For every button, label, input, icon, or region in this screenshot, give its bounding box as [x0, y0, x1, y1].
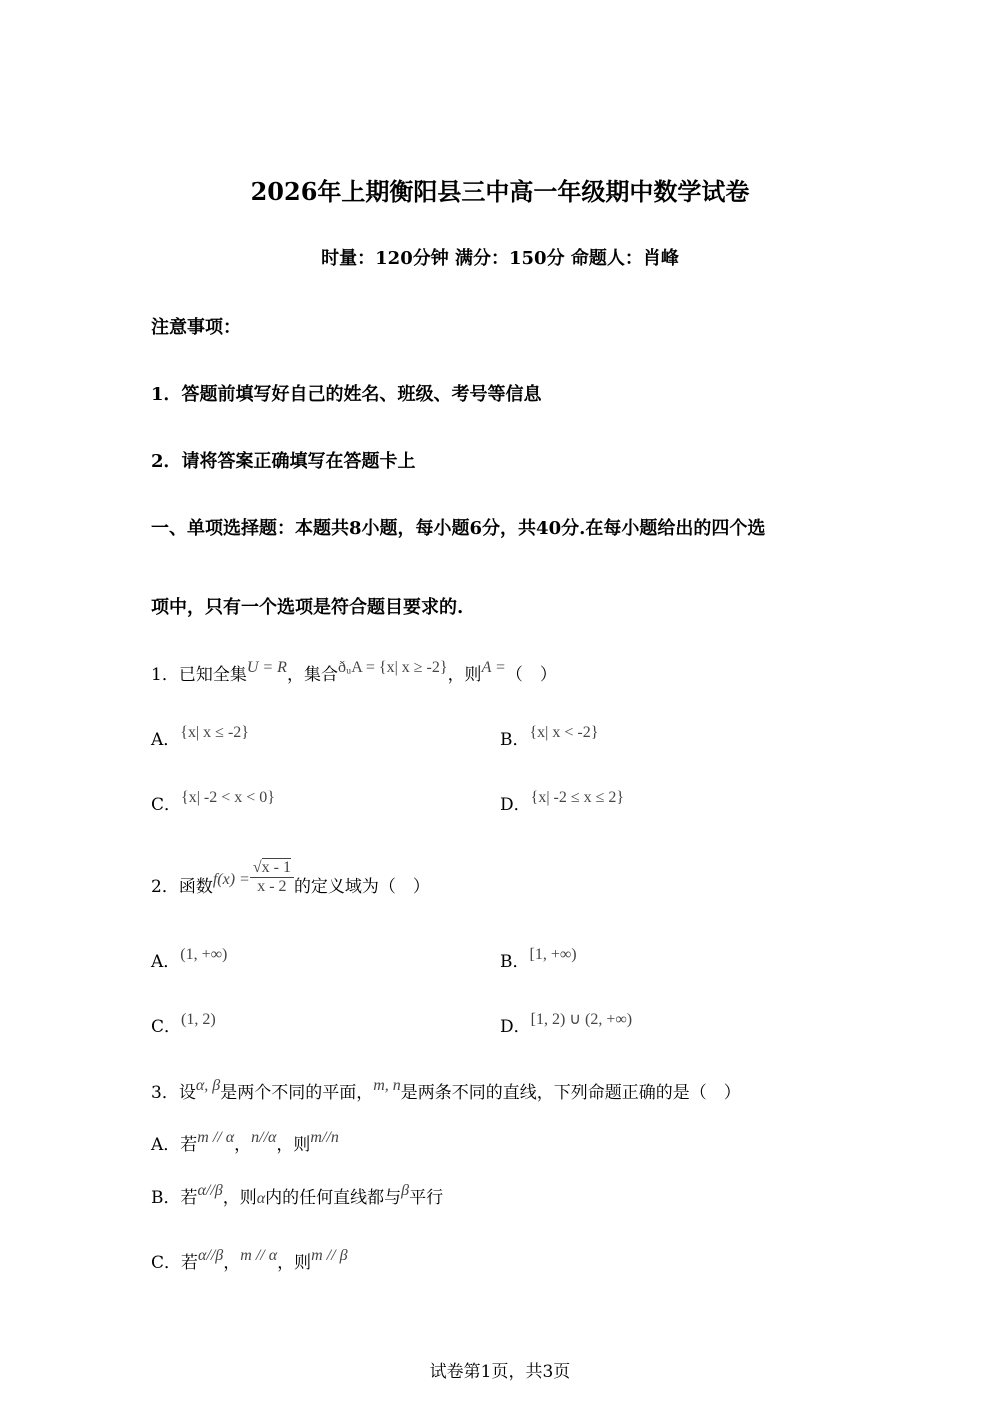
math-expression: A =	[481, 659, 506, 676]
page-footer: 试卷第1页，共3页	[429, 1362, 571, 1382]
question-text: 是两个不同的平面，	[220, 1083, 374, 1103]
option-label: A．	[151, 952, 181, 972]
math-expression: [1, 2) ∪ (2, +∞)	[530, 1011, 633, 1028]
option-a	[151, 725, 249, 750]
math-expression: α//β	[197, 1182, 223, 1199]
option-a	[151, 1130, 339, 1155]
option-label: D．	[500, 795, 531, 815]
question-text: 是两条不同的直线，下列命题正确的是（ ）	[400, 1083, 741, 1103]
math-expression: β	[401, 1182, 410, 1199]
option-c	[151, 1012, 216, 1037]
math-expression: {x| x < -2}	[529, 724, 599, 741]
option-label: B．	[500, 952, 530, 972]
question-text: 设	[178, 1083, 196, 1103]
option-text: 若	[181, 1253, 199, 1273]
option-c	[151, 790, 275, 815]
option-text: ，	[234, 1135, 252, 1155]
option-label: C．	[151, 795, 182, 815]
exam-subtitle: 时量：120分钟 满分：150分 命题人：肖峰	[321, 248, 679, 269]
question-1	[151, 660, 557, 685]
question-text: 的定义域为（ ）	[293, 877, 430, 897]
question-text: ，集合	[286, 665, 338, 685]
question-text: 已知全集	[178, 665, 247, 685]
option-text: ，则	[277, 1253, 312, 1273]
option-b	[500, 725, 598, 750]
option-text: ，则	[276, 1135, 311, 1155]
option-a	[151, 947, 227, 972]
math-expression: [1, +∞)	[529, 946, 577, 963]
fraction-numerator: √x - 1	[250, 859, 294, 878]
math-expression: f(x) =	[212, 871, 250, 888]
option-label: A．	[151, 1135, 181, 1155]
math-expression: m // β	[311, 1247, 348, 1264]
math-expression: U = R	[246, 659, 287, 676]
section-heading-line2: 项中，只有一个选项是符合题目要求的.	[151, 597, 464, 618]
question-number: 3．	[151, 1083, 179, 1103]
math-expression: {x| -2 ≤ x ≤ 2}	[530, 789, 625, 806]
math-expression: n//α	[251, 1129, 277, 1146]
math-expression: m // α	[240, 1247, 278, 1264]
option-b	[500, 947, 577, 972]
option-label: C．	[151, 1253, 182, 1273]
option-label: A．	[151, 730, 181, 750]
sqrt-radicand: x - 1	[261, 859, 291, 876]
option-text: 若	[180, 1135, 198, 1155]
question-number: 1．	[151, 665, 179, 685]
note-item-1: 1．答题前填写好自己的姓名、班级、考号等信息	[151, 384, 542, 405]
option-d	[500, 1012, 632, 1037]
question-number: 2．	[151, 877, 179, 897]
option-b	[151, 1183, 443, 1208]
math-expression: α, β	[195, 1077, 221, 1094]
fraction	[250, 859, 294, 896]
question-3	[151, 1078, 741, 1103]
math-expression: (1, +∞)	[180, 946, 228, 963]
math-expression: ðᵤA = {x| x ≥ -2}	[337, 659, 448, 676]
option-label: B．	[500, 730, 530, 750]
math-expression: m // α	[197, 1129, 235, 1146]
section-heading-line1: 一、单项选择题：本题共8小题，每小题6分，共40分.在每小题给出的四个选	[151, 518, 766, 539]
math-expression: {x| -2 < x < 0}	[181, 789, 275, 806]
exam-title: 2026年上期衡阳县三中高一年级期中数学试卷	[250, 177, 750, 206]
question-2	[151, 859, 430, 906]
math-expression: α	[256, 1190, 266, 1207]
math-expression: {x| x ≤ -2}	[180, 724, 249, 741]
fraction-denominator: x - 2	[257, 878, 287, 895]
option-text: 若	[180, 1188, 198, 1208]
option-text: ，则	[222, 1188, 257, 1208]
question-text: 函数	[178, 877, 213, 897]
option-text: 内的任何直线都与	[265, 1188, 402, 1208]
math-expression: (1, 2)	[181, 1011, 216, 1028]
question-text: ，则	[447, 665, 482, 685]
option-text: 平行	[409, 1188, 444, 1208]
math-expression: m//n	[310, 1129, 339, 1146]
math-expression: m, n	[373, 1077, 401, 1094]
option-text: ，	[223, 1253, 241, 1273]
note-item-2: 2．请将答案正确填写在答题卡上	[151, 451, 416, 472]
option-label: B．	[151, 1188, 181, 1208]
question-text: （ ）	[505, 665, 557, 685]
math-expression: α//β	[198, 1247, 224, 1264]
option-c	[151, 1248, 348, 1273]
option-label: C．	[151, 1017, 182, 1037]
notes-heading: 注意事项：	[151, 317, 241, 338]
option-d	[500, 790, 624, 815]
option-label: D．	[500, 1017, 531, 1037]
